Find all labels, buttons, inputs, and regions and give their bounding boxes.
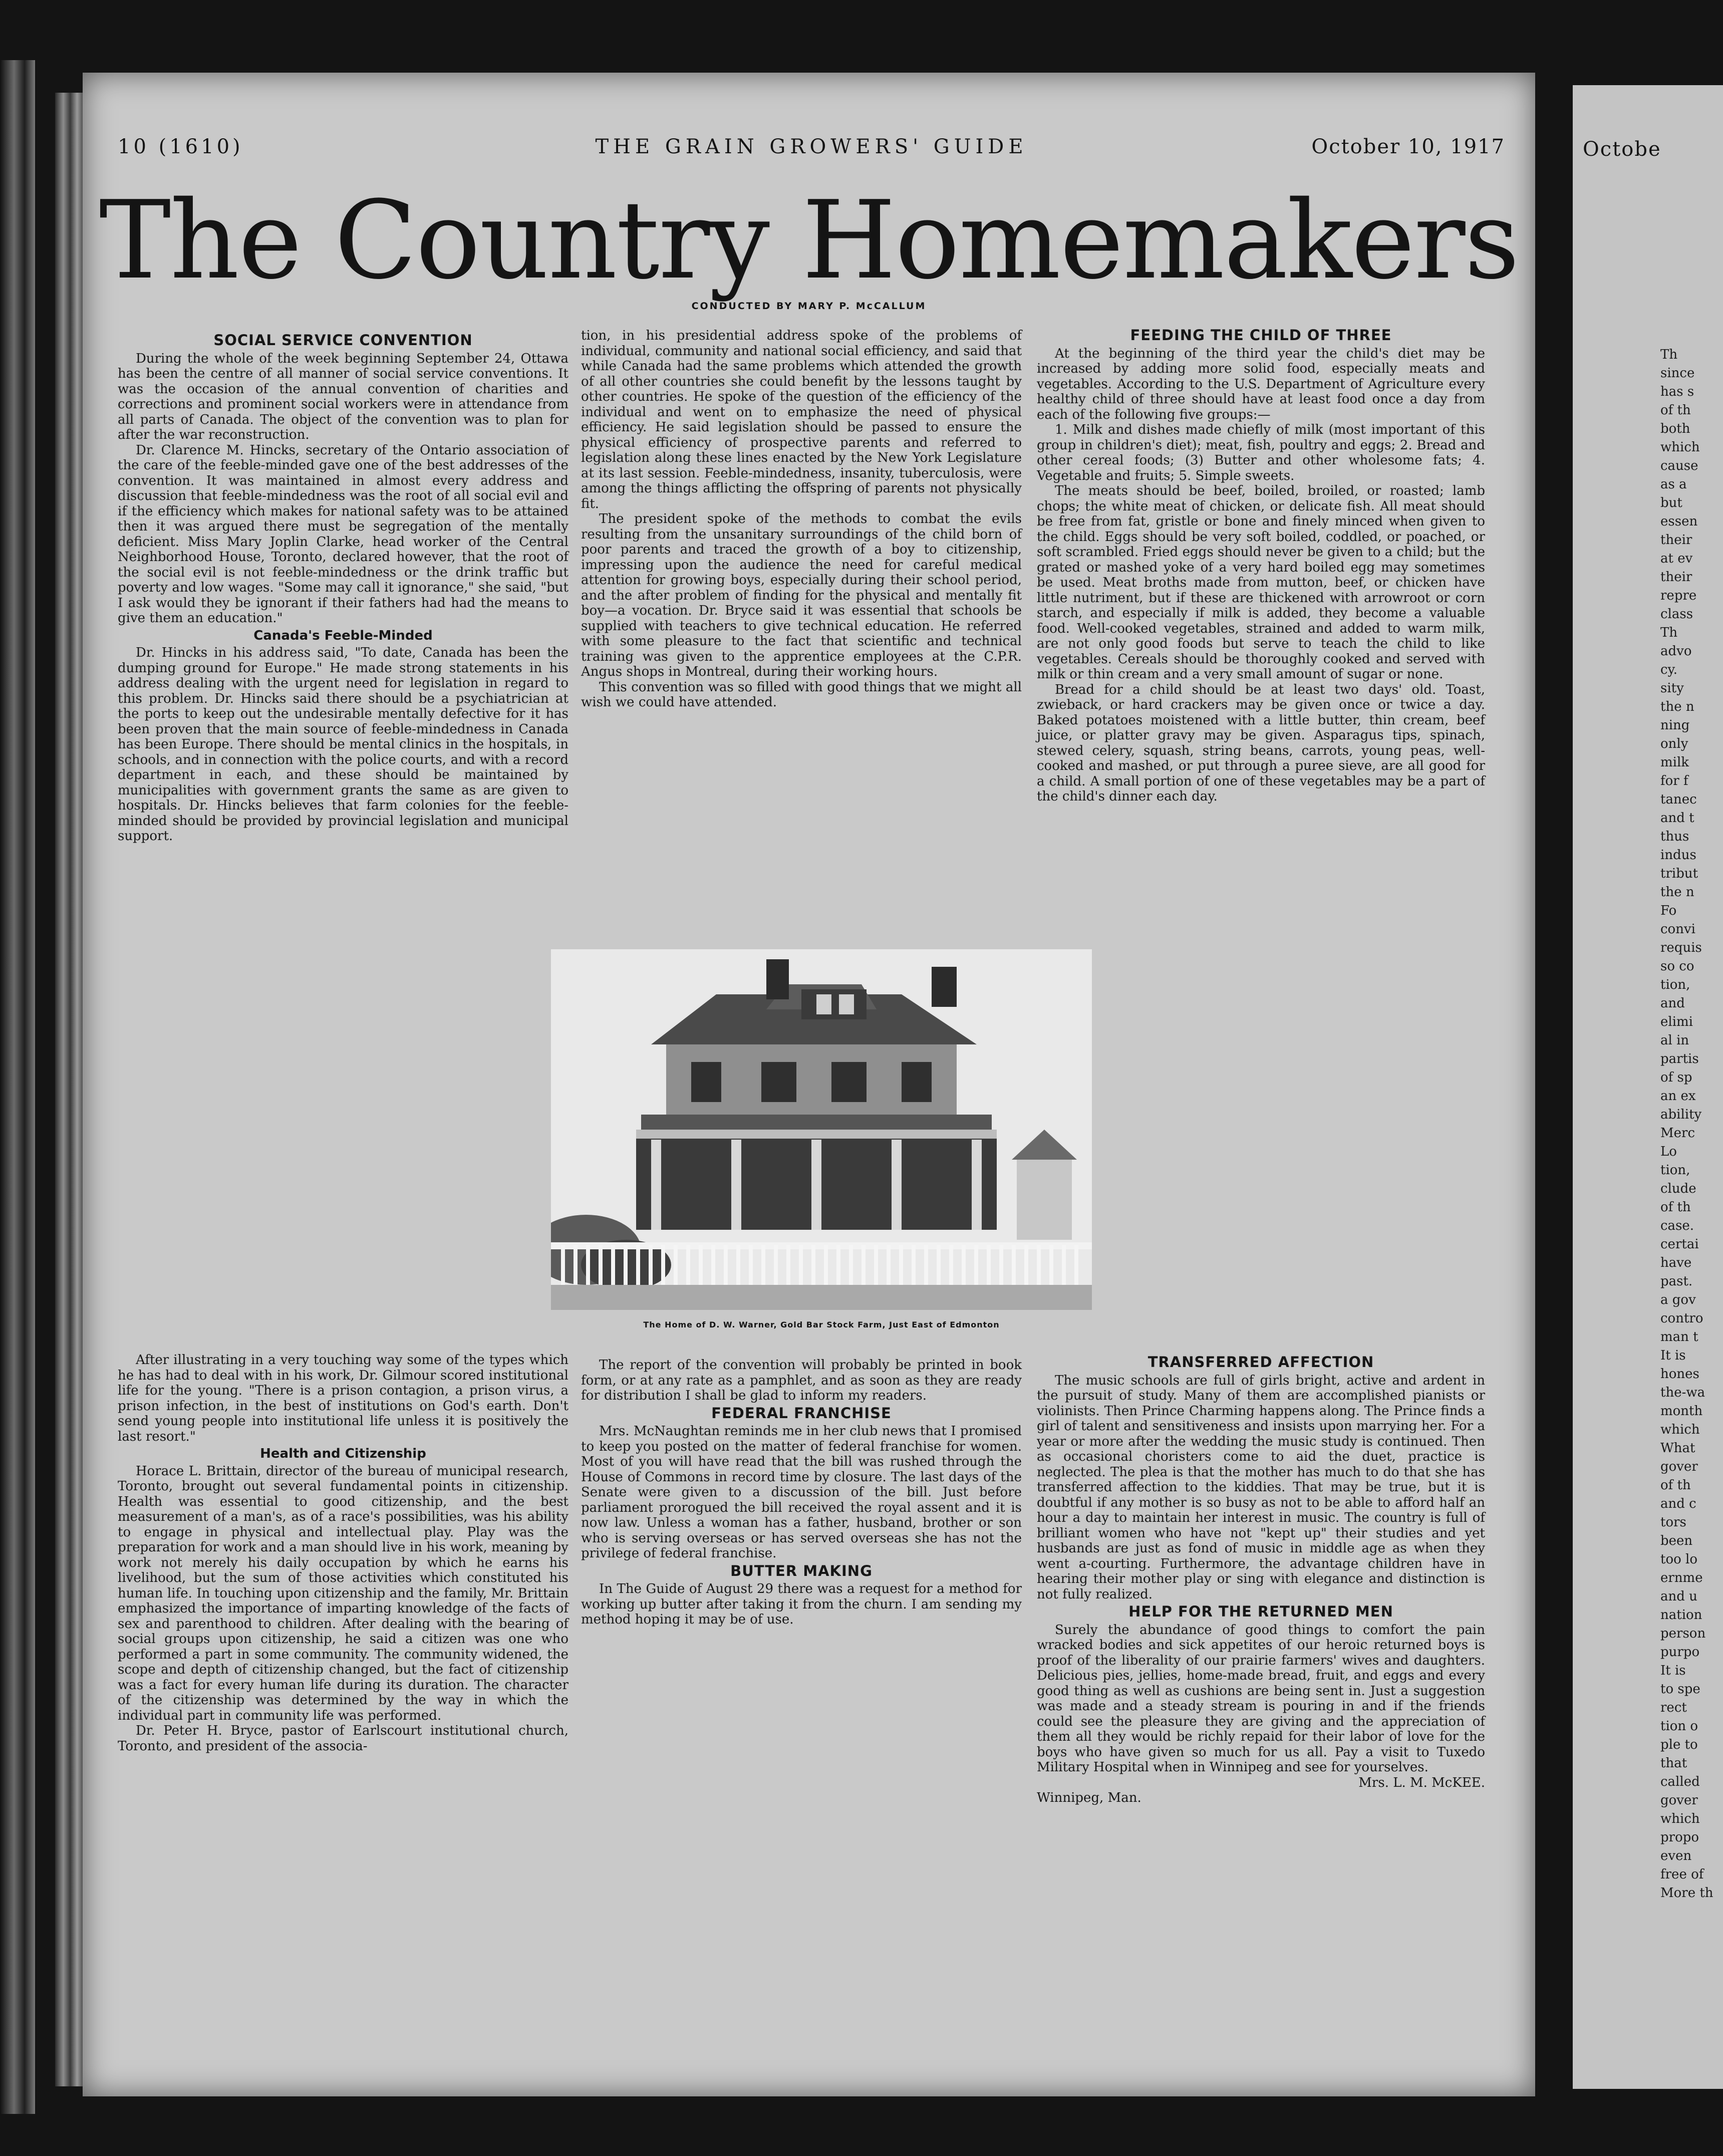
adjacent-text-line: Merc [1660,1126,1695,1141]
adjacent-text-line: an ex [1660,1089,1696,1104]
adjacent-text-line: tion, [1660,1163,1690,1178]
paragraph: Surely the abundance of good things to comfort the pain wracked bodies and sick appetites of our heroic returned boys is proof of the liberality of our prairie farmers' wives and daughters. Delicious pies, jellies, home-made bread, fruit, and eggs and every good thing as well as cushions are being sent in. Just a suggestion was made and a steady stream is pouring in and if the friends could see the pleasure they are giving and the appreciation of them all they would be richly repaid for their labor of love for the boys who have given so much for us all. Pay a visit to Tuxedo Military Hospital when in Winnipeg and see for yourselves. [1037,1622,1485,1775]
adjacent-text-line: and c [1660,1496,1696,1511]
adjacent-text-line: and [1660,996,1685,1011]
adjacent-text-line: repre [1660,588,1697,603]
section-title: The Country Homemakers [99,177,1519,303]
column-3 [1037,326,1485,804]
adjacent-text-line: case. [1660,1218,1694,1233]
adjacent-text-line: elimi [1660,1014,1693,1029]
adjacent-text-line: ple to [1660,1737,1698,1752]
adjacent-text-line: al in [1660,1033,1689,1048]
adjacent-text-line: the n [1660,885,1694,900]
adjacent-text-line: class [1660,607,1693,622]
adjacent-text-line: even [1660,1848,1692,1863]
adjacent-text-line: for f [1660,773,1688,788]
adjacent-text-line: as a [1660,477,1687,492]
paragraph: Bread for a child should be at least two days' old. Toast, zwieback, or hard crackers may be given once or twice a day. Baked potatoes moistened with a little butter, thin cream, beef juice, or platter gravy may be given. Asparagus tips, spinach, stewed celery, squash, string beans, carrots, young peas, well-cooked and mashed, or put through a puree sieve, are all good for a child. A small portion of one of these vegetables may be a part of the child's dinner each day. [1037,682,1485,804]
paragraph: The president spoke of the methods to combat the evils resulting from the unsanitary surroundings of the child born of poor parents and traced the growth of a boy to citizenship, impressing upon the audience the need for careful medical attention for growing boys, especially during their school period, and the after problem of finding for the physical and mentally fit boy—a vocation. Dr. Bryce said it was essential that schools be supplied with teachers to give technical education. He referred with some pleasure to the fact that scientific and technical training was given to the apprentice employees at the C.P.R. Angus shops in Montreal, during their working hours. [581,511,1022,679]
adjacent-text-line: at ev [1660,551,1693,566]
newspaper-page [83,73,1535,2096]
heading-social-service: SOCIAL SERVICE CONVENTION [213,332,473,349]
adjacent-text-line: sity [1660,681,1684,696]
adjacent-text-line: hones [1660,1367,1699,1382]
place: Winnipeg, Man. [1037,1790,1141,1805]
adjacent-text-line: that [1660,1756,1687,1771]
adjacent-text-line: tion, [1660,977,1690,992]
adjacent-text-line: More th [1660,1885,1713,1901]
adjacent-text-line: It is [1660,1348,1686,1363]
adjacent-text-line: thus [1660,829,1689,844]
paragraph: Dr. Hincks in his address said, "To date, Canada has been the dumping ground for Europe." He made strong statements in his address dealing with the urgent need for legislation in regard to this problem. Dr. Hincks said there should be a psychiatrician at the ports to keep out the undesirable mentally defective for it has been proven that the main source of feeble-mindedness in Canada has been Europe. There should be mental clinics in the hospitals, in schools, and in connection with the police courts, and with a record department in each, and these should be maintained by municipalities with government grants the same as are given to hospitals. Dr. Hincks believes that farm colonies for the feeble-minded should be provided by provincial legislation and municipal support. [118,645,568,844]
adjacent-text-line: propo [1660,1830,1699,1845]
paragraph: tion, in his presidential address spoke of the problems of individual, community and national social efficiency, and said that while Canada had the same problems which attended the growth of all other countries she could benefit by the lessons taught by other countries. He spoke of the question of the efficiency of the individual and went on to emphasize the need of physical efficiency. He said legislation should be passed to ensure the physical efficiency of prospective parents and referred to legislation along these lines enacted by the New York Legislature at its last session. Feeble-mindedness, insanity, tuberculosis, were among the things afflicting the offspring of parents not physically fit. [581,328,1022,511]
adjacent-text-line: Th [1660,625,1678,640]
paragraph: At the beginning of the third year the child's diet may be increased by adding more solid food, especially meats and vegetables. According to the U.S. Department of Agriculture every healthy child of three should have at least food once a day from each of the following five groups:— [1037,346,1485,422]
adjacent-text-line: month [1660,1404,1703,1419]
adjacent-text-line: milk [1660,755,1689,770]
photo-caption: The Home of D. W. Warner, Gold Bar Stock Farm, Just East of Edmonton [643,1320,1000,1329]
adjacent-header: Octobe [1583,138,1661,161]
paper-name: THE GRAIN GROWERS' GUIDE [595,135,1028,158]
subheading-health-citizenship: Health and Citizenship [260,1446,426,1461]
adjacent-text-line: their [1660,532,1692,548]
paragraph: 1. Milk and dishes made chiefly of milk (most important of this group in children's diet); meat, fish, poultry and eggs; 2. Bread and other cereal foods; (3) Butter and other wholesome fats; 4. Vegetable and fruits; 5. Simple sweets. [1037,422,1485,483]
paragraph: The meats should be beef, boiled, broiled, or roasted; lamb chops; the white meat of chicken, or delicate fish. All meat should be free from fat, gristle or bone and finely minced when given to the child. Eggs should be very soft boiled, coddled, or poached, or soft scrambled. Fried eggs should never be given to a child; but the grated or mashed yoke of a very hard boiled egg may sometimes be used. Meat broths made from mutton, beef, or chicken have little nutriment, but if these are thickened with arrowroot or corn starch, and especially if milk is added, they become a valuable food. Well-cooked vegetables, strained and added to warm milk, are not only good foods but serve to teach the child to like vegetables. Cereals should be thoroughly cooked and served with milk or thin cream and a very small amount of sugar or none. [1037,483,1485,682]
paragraph: Dr. Peter H. Bryce, pastor of Earlscourt institutional church, Toronto, and president of the associa- [118,1723,568,1754]
adjacent-text-line: which [1660,1811,1700,1826]
adjacent-text-line: free of [1660,1867,1704,1882]
adjacent-text-line: tion o [1660,1719,1698,1734]
adjacent-text-line: tors [1660,1515,1686,1530]
adjacent-text-line: ning [1660,718,1690,733]
heading-federal-franchise: FEDERAL FRANCHISE [711,1404,892,1422]
paragraph: Dr. Clarence M. Hincks, secretary of the Ontario association of the care of the feeble-minded gave one of the best addresses of the convention. It was maintained in almost every address and discussion that feeble-mindedness was the root of all social evil and if the efficiency which makes for national safety was to be attained then it was argued there must be segregation of the mentally deficient. Miss Mary Joplin Clarke, head worker of the Central Neighborhood House, Toronto, declared however, that the root of the social evil is not feeble-mindedness or the drink traffic but poverty and low wages. "Some may call it ignorance," she said, "but I ask would they be ignorant if their fathers had had the means to give them an education." [118,442,568,626]
adjacent-text-line: since [1660,366,1695,381]
adjacent-text-line: essen [1660,514,1698,529]
adjacent-text-line: the-wa [1660,1385,1705,1400]
adjacent-text-line: too lo [1660,1552,1697,1567]
house-illustration [551,949,1092,1310]
paragraph: During the whole of the week beginning September 24, Ottawa has been the centre of all manner of social service conventions. It was the occasion of the annual convention of charities and corrections and prominent social workers were in attendance from all parts of Canada. The object of the convention was to plan for after the war reconstruction. [118,351,568,442]
column-2-lower [581,1358,1022,1628]
adjacent-text-line: rect [1660,1700,1687,1715]
heading-transferred-affection: TRANSFERRED AFFECTION [1147,1354,1374,1371]
adjacent-text-line: past. [1660,1274,1693,1289]
adjacent-text-line: to spe [1660,1682,1700,1697]
adjacent-text [1660,346,1713,1903]
adjacent-text-line: only [1660,736,1688,751]
page-header [118,135,1505,170]
page-number: 10 (1610) [118,135,243,158]
adjacent-text-line: indus [1660,848,1696,863]
adjacent-text-line: which [1660,440,1700,455]
heading-feeding-child: FEEDING THE CHILD OF THREE [1130,327,1392,344]
adjacent-text-line: of th [1660,1478,1691,1493]
paragraph: After illustrating in a very touching way some of the types which he has had to deal with in his work, Dr. Gilmour scored institutional life for the young. "There is a prison contagion, a prison virus, a prison infection, in the best of institutions on God's earth. Don't send young people into institutional life unless it is positively the last resort." [118,1353,568,1444]
adjacent-text-line: the n [1660,699,1694,714]
adjacent-text-line: cause [1660,458,1698,473]
adjacent-text-line: purpo [1660,1645,1700,1660]
adjacent-text-line: cy. [1660,662,1678,677]
adjacent-text-line: convi [1660,922,1695,937]
adjacent-text-line: clude [1660,1181,1696,1196]
adjacent-text-line: man t [1660,1329,1698,1344]
adjacent-text-line: person [1660,1626,1706,1641]
paragraph: This convention was so filled with good things that we might all wish we could have attended. [581,679,1022,710]
adjacent-text-line: tanec [1660,792,1697,807]
adjacent-page [1573,85,1723,2089]
adjacent-text-line: a gov [1660,1292,1696,1307]
adjacent-text-line: called [1660,1774,1700,1789]
heading-returned-men: HELP FOR THE RETURNED MEN [1128,1603,1393,1620]
issue-date: October 10, 1917 [1311,135,1505,158]
adjacent-text-line: contro [1660,1311,1703,1326]
adjacent-text-line: Fo [1660,903,1677,918]
adjacent-text-line: ernme [1660,1570,1703,1585]
signature: Mrs. L. M. McKEE. [1358,1775,1485,1790]
adjacent-text-line: so co [1660,959,1694,974]
adjacent-text-line: advo [1660,644,1692,659]
adjacent-text-line: gover [1660,1793,1698,1808]
adjacent-text-line: certai [1660,1237,1699,1252]
binding-edge [0,60,35,2114]
adjacent-text-line: partis [1660,1051,1699,1066]
paragraph: Mrs. McNaughtan reminds me in her club news that I promised to keep you posted on the matter of federal franchise for women. Most of you will have read that the bill was rushed through the House of Commons in record time by closure. The last days of the Senate were given to a discussion of the bill. Just before parliament prorogued the bill received the royal assent and it is now law. Unless a woman has a father, husband, brother or son who is serving overseas or has served overseas she has not the privilege of federal franchise. [581,1424,1022,1561]
adjacent-text-line: Th [1660,347,1678,362]
column-2 [581,328,1022,710]
adjacent-text-line: their [1660,570,1692,585]
column-1-lower [118,1353,568,1754]
adjacent-text-line: and u [1660,1589,1697,1604]
farmhouse-photo [551,949,1092,1310]
adjacent-text-line: but [1660,495,1682,510]
adjacent-text-line: which [1660,1422,1700,1437]
adjacent-text-line: and t [1660,811,1694,826]
adjacent-text-line: requis [1660,940,1702,955]
paragraph: In The Guide of August 29 there was a request for a method for working up butter after taking it from the churn. I am sending my method hoping it may be of use. [581,1581,1022,1627]
adjacent-text-line: both [1660,421,1690,436]
adjacent-text-line: nation [1660,1607,1702,1623]
section-byline: CONDUCTED BY MARY P. McCALLUM [691,301,927,312]
adjacent-text-line: It is [1660,1663,1686,1678]
adjacent-text-line: tribut [1660,866,1698,881]
adjacent-text-line: have [1660,1255,1692,1270]
adjacent-text-line: Lo [1660,1144,1677,1159]
paragraph: The music schools are full of girls bright, active and ardent in the pursuit of study. Many of them are accomplished pianists or violinists. Then Prince Charming happens along. The Prince finds a girl of talent and sensitiveness and insists upon marrying her. For a year or more after the wedding the music study is continued. Then as occasional choristers come to aid the duet, practice is neglected. The plea is that the mother has much to do that she has transferred affection to the kiddies. That may be true, but it is doubtful if any mother is so busy as not to be able to afford half an hour a day to maintain her interest in music. The country is full of brilliant women who have not "kept up" their studies and yet husbands are just as fond of music in middle age as when they went a-courting. Furthermore, the advantage children have in hearing their mother play or sing with elegance and distinction is not fully realized. [1037,1373,1485,1602]
adjacent-text-line: ability [1660,1107,1702,1122]
adjacent-text-line: has s [1660,384,1694,399]
column-3-lower [1037,1353,1485,1806]
adjacent-text-line: been [1660,1533,1693,1548]
heading-butter-making: BUTTER MAKING [730,1562,873,1579]
adjacent-text-line: What [1660,1441,1695,1456]
adjacent-text-line: of th [1660,403,1691,418]
adjacent-text-line: of th [1660,1200,1691,1215]
subheading-feeble-minded: Canada's Feeble-Minded [253,628,433,643]
paragraph: The report of the convention will probably be printed in book form, or at any rate as a pamphlet, and as soon as they are ready for distribution I shall be glad to inform my readers. [581,1358,1022,1403]
column-1 [118,331,568,844]
paragraph: Horace L. Brittain, director of the bureau of municipal research, Toronto, brought out several fundamental points in citizenship. Health was essential to good citizenship, and the best measurement of a man's, as of a race's possibilities, was his ability to engage in physical and intellectual play. Play was the preparation for work and a man should live in his work, meaning by work not merely his daily occupation by which he earns his livelihood, but the sum of those activities which constituted his human life. In touching upon citizenship and the family, Mr. Brittain emphasized the importance of imparting knowledge of the facts of sex and parenthood to children. After dealing with the bearing of social groups upon citizenship, he said a citizen was one who performed a part in some community. The community widened, the scope and depth of citizenship changed, but the fact of citizenship was a fact for every human life during its duration. The character of the citizenship was determined by the way in which the individual part in community life was performed. [118,1463,568,1723]
adjacent-text-line: of sp [1660,1070,1692,1085]
adjacent-text-line: gover [1660,1459,1698,1474]
